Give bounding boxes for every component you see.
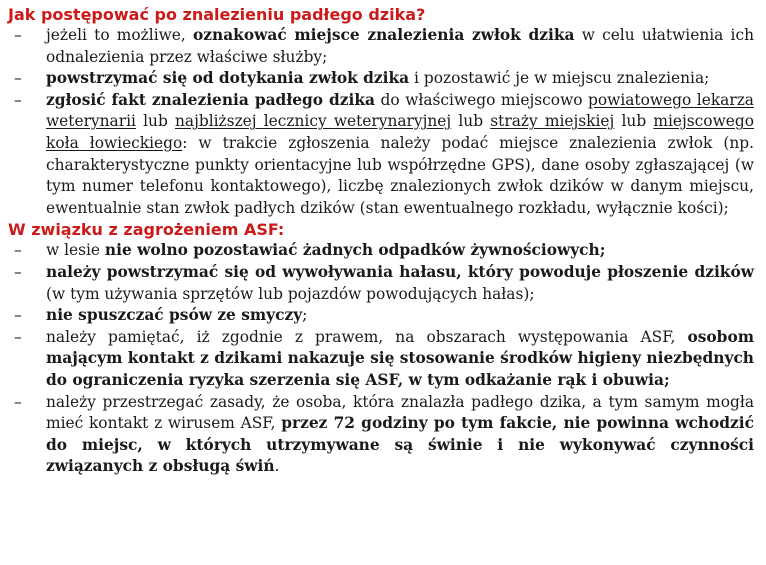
item-text: w celu ułatwienia ich odnalezienia przez właściwe służby;	[46, 26, 754, 66]
item-text: jeżeli to możliwe,	[46, 26, 194, 44]
emphasized-text: należy powstrzymać się od wywoływania hałasu, który powoduje płoszenie dzików	[46, 262, 754, 281]
list-dash-marker: –	[14, 327, 22, 346]
contact-reference: straży miejskiej	[490, 112, 615, 131]
item-text: (w tym używania sprzętów lub pojazdów powodujących hałas);	[46, 284, 535, 303]
list-dash-marker: –	[14, 306, 22, 325]
list-dash-marker: –	[14, 69, 22, 88]
finding-instruction-item	[8, 90, 754, 220]
emphasized-text: przez 72 godziny po tym fakcie, nie powinna wchodzić do miejsc, w których utrzymywane są świnie i nie wykonywać czynności związanych z obsługą świń	[46, 414, 754, 476]
instructions-list-finding	[8, 25, 754, 219]
asf-instruction-item	[8, 327, 754, 392]
emphasized-text: nie wolno pozostawiać żadnych odpadków żywnościowych;	[104, 241, 606, 260]
finding-instruction-item	[8, 68, 754, 90]
item-text: należy pamiętać, iż zgodnie z prawem, na obszarach występowania ASF,	[46, 327, 688, 346]
item-text: lub	[614, 112, 654, 131]
item-text: ;	[302, 306, 308, 325]
emphasized-text: oznakować miejsce znalezienia zwłok dzika	[193, 26, 575, 44]
list-dash-marker: –	[14, 26, 22, 44]
finding-instruction-item	[8, 25, 754, 68]
emphasized-text: powstrzymać się od dotykania zwłok dzika	[46, 69, 410, 88]
item-text: lub	[135, 112, 175, 131]
heading-after-finding-boar: Jak postępować po znalezieniu padłego dzika?	[8, 5, 426, 24]
list-dash-marker: –	[14, 241, 22, 260]
asf-instruction-item	[8, 305, 754, 327]
contact-reference: najbliższej lecznicy weterynaryjnej	[175, 112, 452, 131]
contact-reference: miejscowego koła łowieckiego	[46, 112, 754, 152]
item-text: : w trakcie zgłoszenia należy podać miejsce znalezienia zwłok (np. charakterystyczne punkty orientacyjne lub współrzędne GPS), dane osoby zgłaszającej (w tym numer telefonu kontaktowego), liczbę znalezionych zwłok dzików w danym miejscu, ewentualnie stan zwłok padłych dzików (stan ewentualnego rozkładu, wyłącznie kości);	[46, 133, 754, 217]
item-text: i pozostawić je w miejscu znalezienia;	[409, 69, 710, 88]
item-text: .	[274, 457, 280, 476]
emphasized-text: osobom mającym kontakt z dzikami nakazuje się stosowanie środków higieny niezbędnych do ograniczenia ryzyka szerzenia się ASF, w tym odkażanie rąk i obuwia;	[46, 327, 754, 389]
list-dash-marker: –	[14, 392, 22, 411]
list-dash-marker: –	[14, 262, 22, 281]
emphasized-text: zgłosić fakt znalezienia padłego dzika	[46, 90, 376, 109]
asf-instruction-item	[8, 392, 754, 478]
instructions-list-asf	[8, 240, 754, 478]
asf-instruction-item	[8, 262, 754, 305]
asf-instruction-item	[8, 240, 754, 262]
item-text: w lesie	[46, 241, 105, 260]
item-text: do właściwego miejscowo	[375, 90, 589, 109]
item-text: należy przestrzegać zasady, że osoba, która znalazła padłego dzika, a tym samym mogła mieć kontakt z wirusem ASF,	[46, 392, 754, 433]
heading-asf-threat: W związku z zagrożeniem ASF:	[8, 220, 285, 240]
list-dash-marker: –	[14, 90, 22, 109]
emphasized-text: nie spuszczać psów ze smyczy	[46, 306, 303, 325]
contact-reference: powiatowego lekarza weterynarii	[46, 90, 754, 131]
item-text: lub	[451, 112, 491, 131]
